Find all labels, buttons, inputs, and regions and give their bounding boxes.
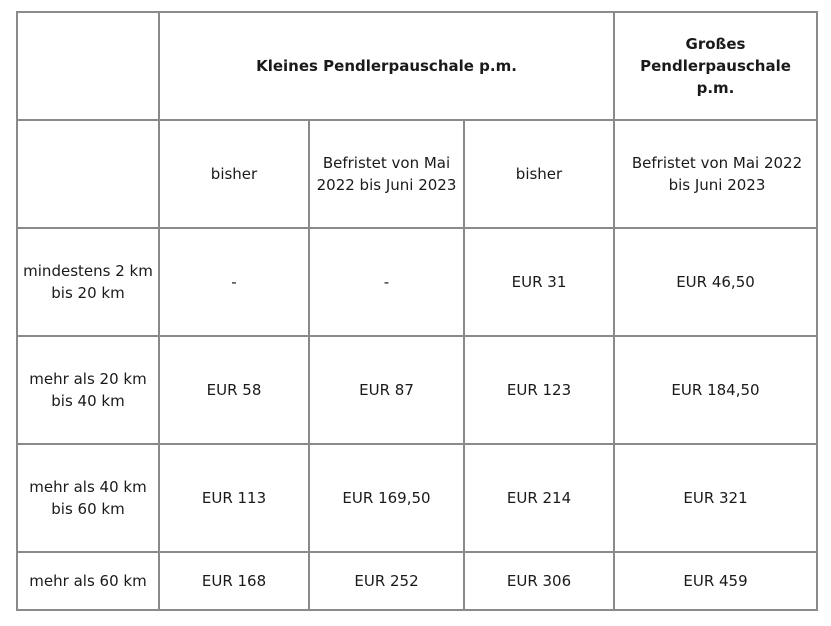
distance-cell: mindestens 2 km bis 20 km — [17, 228, 159, 336]
subheader-small-bisher: bisher — [159, 120, 309, 228]
small-bisher-cell: EUR 58 — [159, 336, 309, 444]
table-row — [17, 444, 817, 552]
header-large-pendlerpauschale: Großes Pendlerpauschale p.m. — [614, 12, 817, 120]
header-small-pendlerpauschale: Kleines Pendlerpauschale p.m. — [159, 12, 614, 120]
table-row — [17, 552, 817, 610]
small-bisher-cell: - — [159, 228, 309, 336]
large-befristet-cell: EUR 459 — [614, 552, 817, 610]
small-befristet-cell: - — [309, 228, 464, 336]
large-bisher-cell: EUR 214 — [464, 444, 614, 552]
table-subheader-row — [17, 120, 817, 228]
distance-cell: mehr als 20 km bis 40 km — [17, 336, 159, 444]
small-befristet-cell: EUR 87 — [309, 336, 464, 444]
subheader-empty-cell — [17, 120, 159, 228]
subheader-large-bisher: bisher — [464, 120, 614, 228]
pendlerpauschale-table — [16, 11, 818, 611]
header-empty-cell — [17, 12, 159, 120]
subheader-small-befristet: Befristet von Mai 2022 bis Juni 2023 — [309, 120, 464, 228]
large-bisher-cell: EUR 306 — [464, 552, 614, 610]
small-bisher-cell: EUR 113 — [159, 444, 309, 552]
table-header-row — [17, 12, 817, 120]
distance-cell: mehr als 40 km bis 60 km — [17, 444, 159, 552]
large-bisher-cell: EUR 123 — [464, 336, 614, 444]
small-befristet-cell: EUR 169,50 — [309, 444, 464, 552]
large-bisher-cell: EUR 31 — [464, 228, 614, 336]
table-row — [17, 228, 817, 336]
large-befristet-cell: EUR 46,50 — [614, 228, 817, 336]
large-befristet-cell: EUR 321 — [614, 444, 817, 552]
distance-cell: mehr als 60 km — [17, 552, 159, 610]
small-bisher-cell: EUR 168 — [159, 552, 309, 610]
subheader-large-befristet: Befristet von Mai 2022 bis Juni 2023 — [614, 120, 817, 228]
large-befristet-cell: EUR 184,50 — [614, 336, 817, 444]
table-row — [17, 336, 817, 444]
small-befristet-cell: EUR 252 — [309, 552, 464, 610]
